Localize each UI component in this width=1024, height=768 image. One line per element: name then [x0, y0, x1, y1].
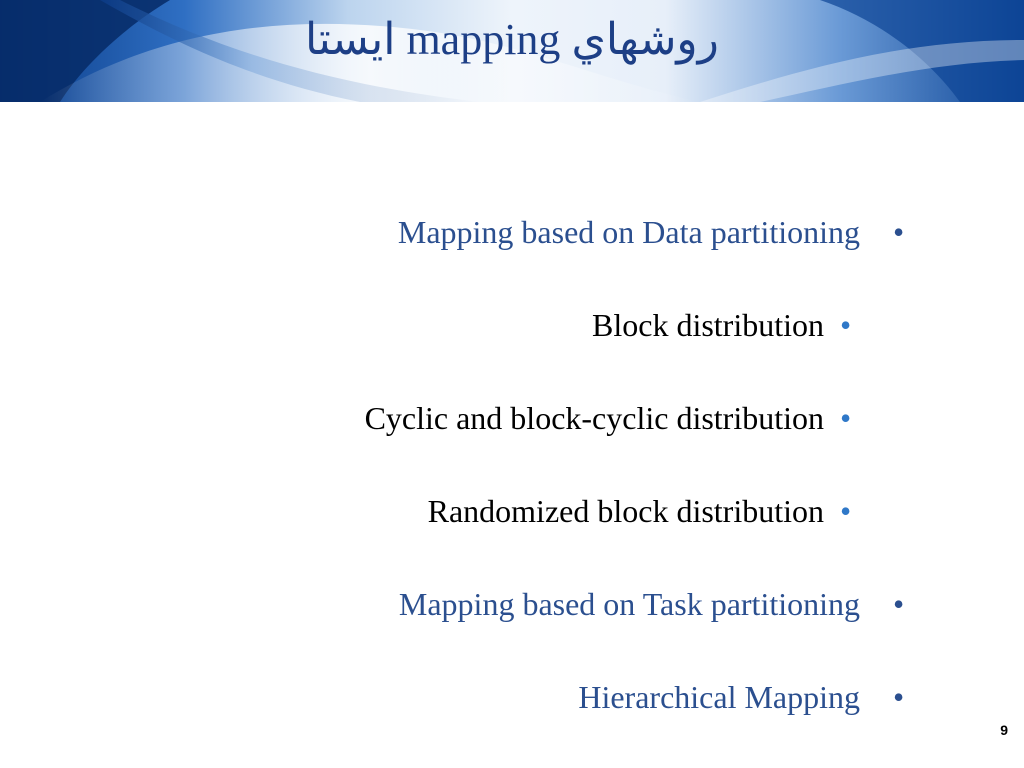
page-number: 9 — [1000, 722, 1008, 738]
bullet-text: Randomized block distribution — [427, 493, 824, 529]
bullet-text: Cyclic and block-cyclic distribution — [364, 400, 824, 436]
bullet-dot: • — [840, 400, 852, 436]
bullet-text: Mapping based on Data partitioning — [397, 214, 860, 250]
bullet-dot: • — [893, 586, 905, 622]
bullet-dot: • — [893, 679, 905, 715]
bullet-dot: • — [893, 214, 905, 250]
bullet-text: Block distribution — [592, 307, 824, 343]
bullet-text: Mapping based on Task partitioning — [398, 586, 860, 622]
bullet-text: Hierarchical Mapping — [578, 679, 860, 715]
bullet-dot: • — [840, 493, 852, 529]
slide-title: روشهاي mapping ايستا — [305, 15, 719, 64]
bullet-dot: • — [840, 307, 852, 343]
